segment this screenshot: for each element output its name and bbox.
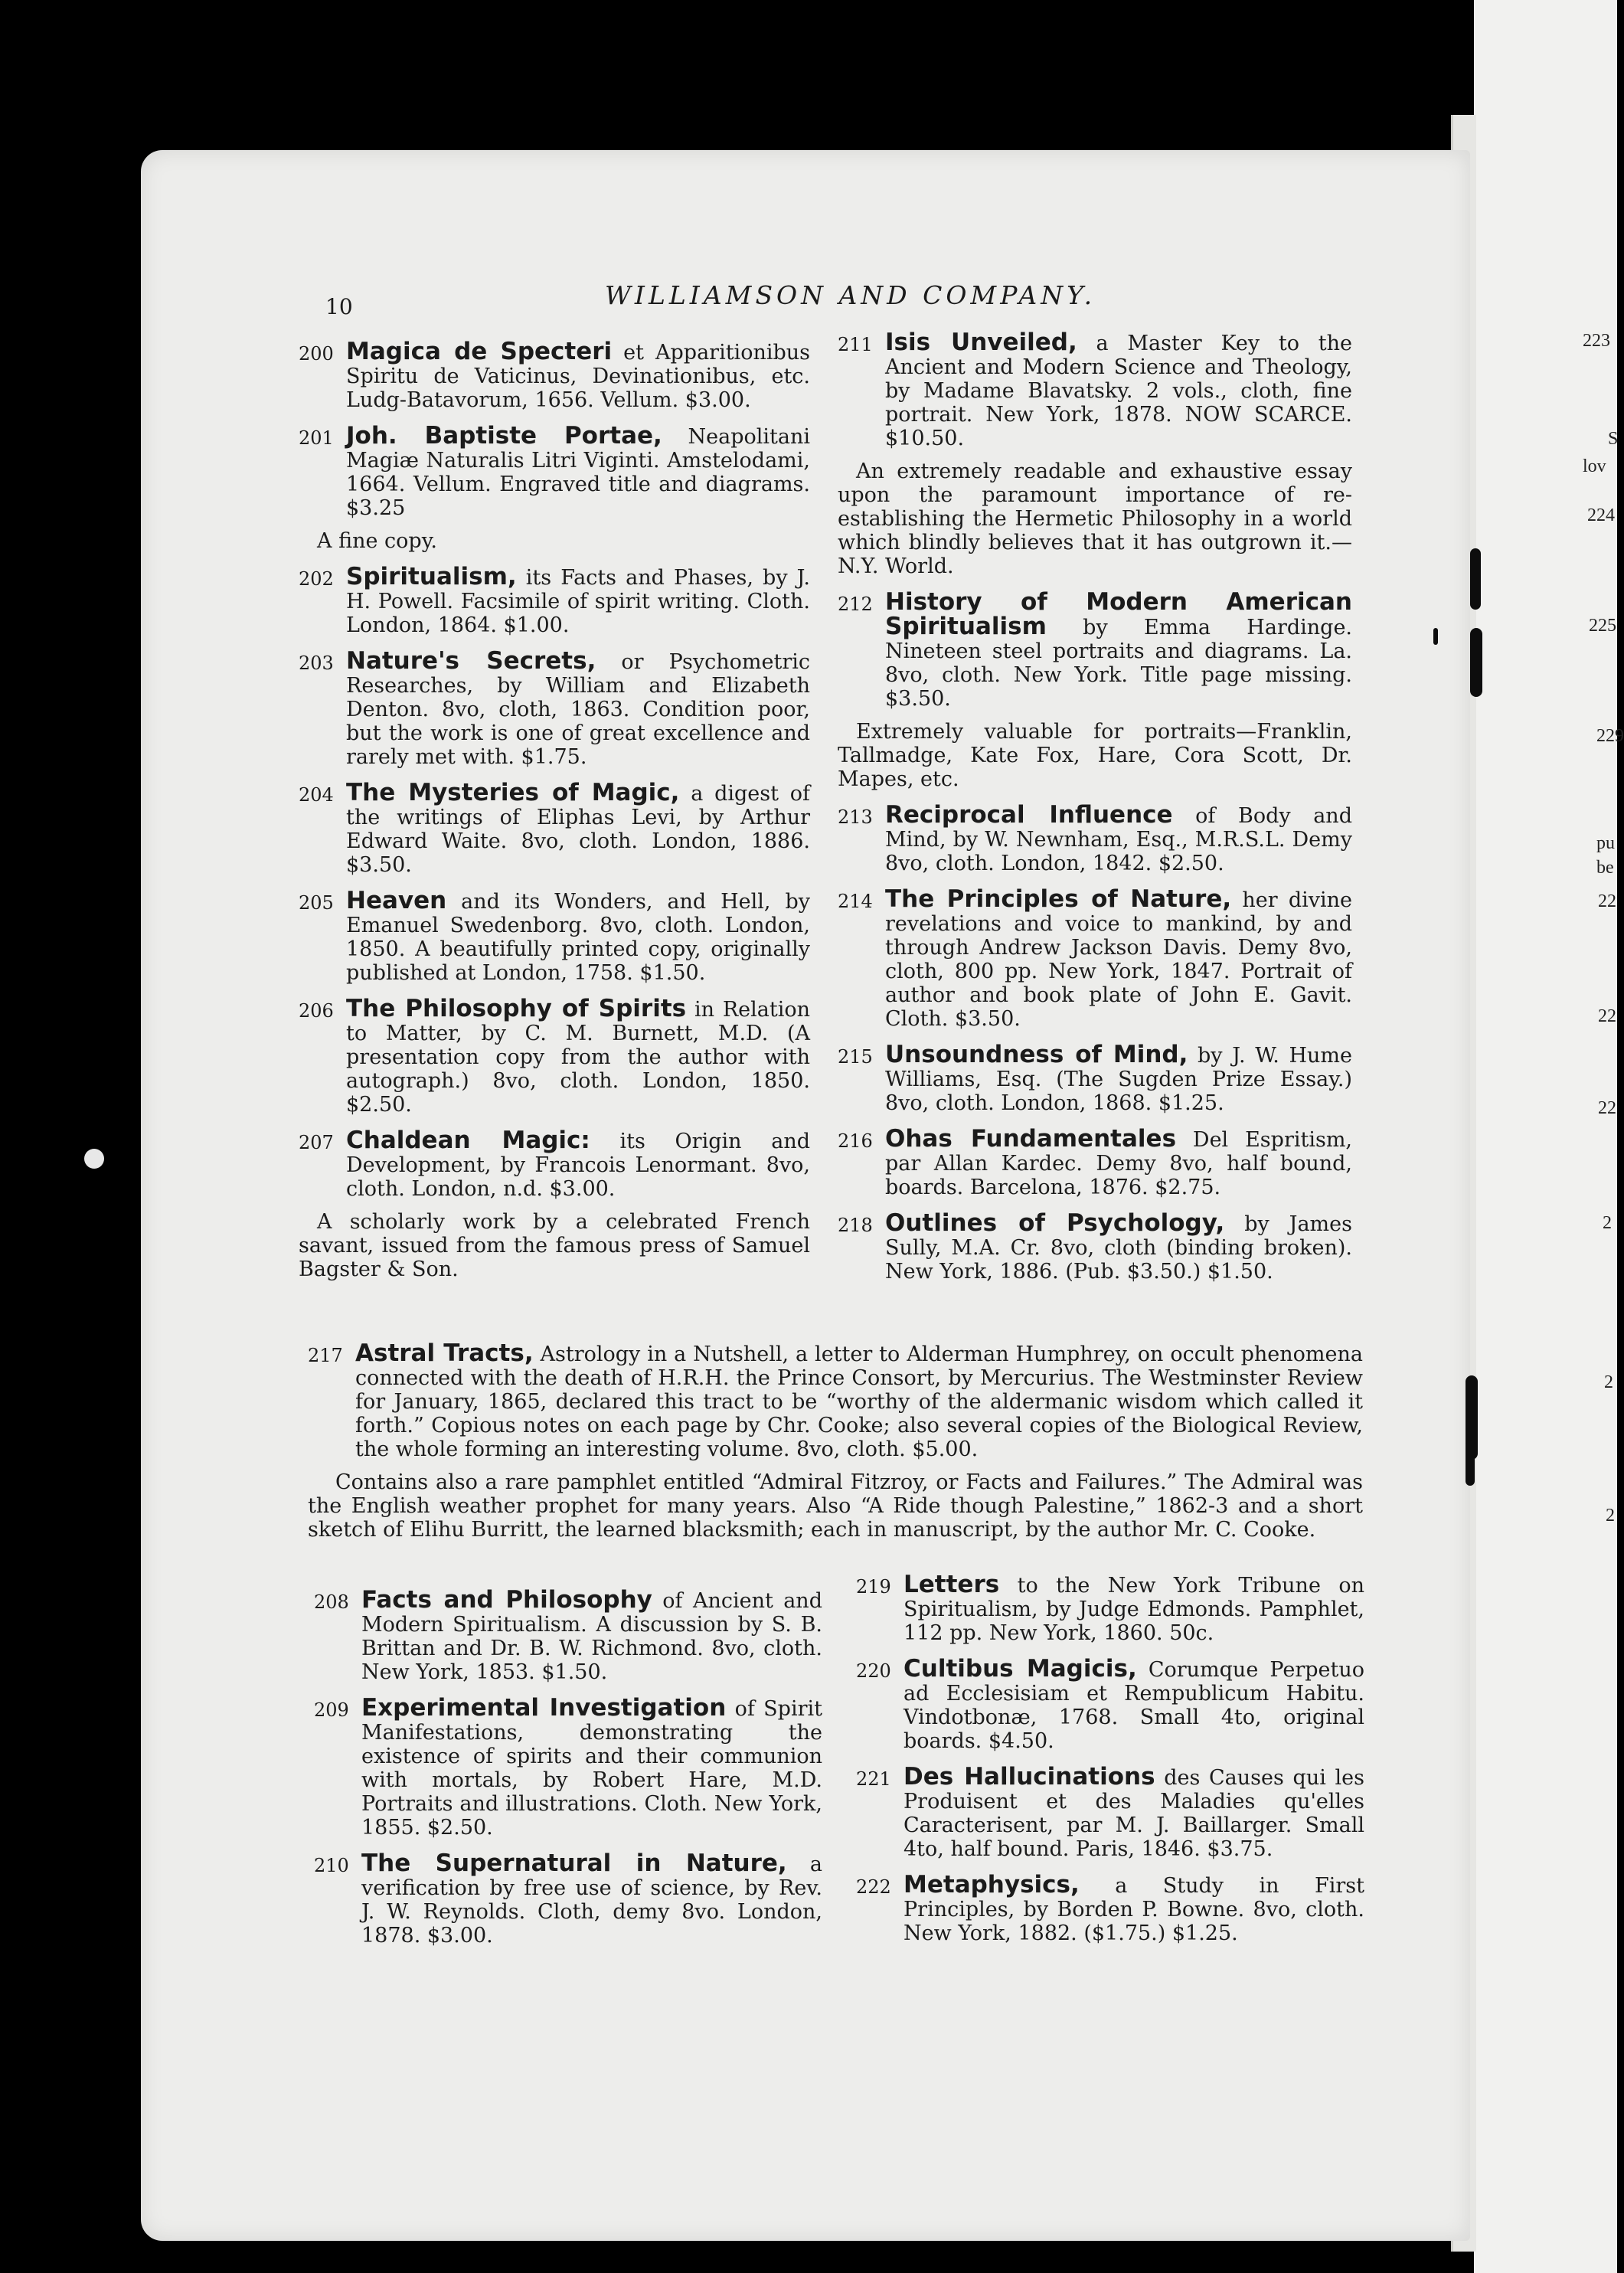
entry-title: History of Modern American Spiritualism bbox=[885, 588, 1352, 640]
entry-description: to the New York Tribune on Spiritualism, by Judge Edmonds. Pamphlet, 112 pp. New York, 1860. 50c. bbox=[903, 1574, 1364, 1645]
entry-number: 209 bbox=[314, 1699, 349, 1721]
entry-number: 220 bbox=[856, 1660, 891, 1682]
catalog-entry bbox=[314, 1696, 822, 1840]
entry-number: 213 bbox=[838, 806, 873, 828]
facing-page bbox=[1474, 0, 1624, 2273]
catalog-entry bbox=[299, 997, 810, 1117]
entry-title: Letters bbox=[903, 1571, 1000, 1598]
catalog-entry bbox=[838, 885, 1352, 1031]
entry-description: her divine revelations and voice to mankind, by and through Andrew Jackson Davis. Demy 8vo, cloth, 800 pp. New York, 1847. Portrait of author and book plate of John E. Gavit. Cloth. $3.50. bbox=[885, 888, 1352, 1031]
entry-number: 219 bbox=[856, 1576, 891, 1598]
entry-description: of Spirit Manifestations, demonstrating the existence of spirits and their communion with mortals, by Robert Hare, M.D. Portraits and illustrations. Cloth. New York, 1855. $2.50. bbox=[361, 1697, 822, 1840]
entry-title: Spiritualism, bbox=[346, 563, 517, 590]
entry-description: by Emma Hardinge. Nineteen steel portraits and diagrams. La. 8vo, cloth. New York. Title page missing. $3.50. bbox=[885, 616, 1352, 711]
entry-description: Corumque Perpetuo ad Ecclesisiam et Rempublicum Habitu. Vindotbonæ, 1768. Small 4to, original boards. $4.50. bbox=[903, 1658, 1364, 1753]
entry-description: a digest of the writings of Eliphas Levi, by Arthur Edward Waite. 8vo, cloth. London, 1886. $3.50. bbox=[346, 782, 810, 877]
catalog-entry bbox=[299, 565, 810, 637]
entry-title: The Philosophy of Spirits bbox=[346, 995, 687, 1022]
page-number: 10 bbox=[325, 294, 353, 319]
entry-description: et Apparitionibus Spiritu de Vaticinus, Devinationibus, etc. Ludg-Batavorum, 1656. Vellum. $3.00. bbox=[346, 341, 811, 412]
entry-note: Contains also a rare pamphlet entitled “Admiral Fitzroy, or Facts and Failures.” The Admiral was the English weather prophet for many years. Also “A Ride though Palestine,” 1862-3 and a short sketch of Elihu Burritt, the learned blacksmith; each in manuscript, by the author Mr. C. Cooke. bbox=[308, 1470, 1363, 1542]
entry-description: or Psychometric Researches, by William and Elizabeth Denton. 8vo, cloth, 1863. Condition poor, but the work is one of great excellence and rarely met with. $1.75. bbox=[346, 650, 810, 769]
entry-note: Extremely valuable for portraits—Franklin, Tallmadge, Kate Fox, Hare, Cora Scott, Dr. Mapes, etc. bbox=[838, 720, 1352, 791]
facing-fragment: S bbox=[1608, 429, 1619, 449]
entry-title: Nature's Secrets, bbox=[346, 647, 596, 675]
entry-title: Isis Unveiled, bbox=[885, 329, 1077, 356]
entry-number: 208 bbox=[314, 1591, 349, 1613]
entry-description: and its Wonders, and Hell, by Emanuel Swedenborg. 8vo, cloth. London, 1850. A beautifully printed copy, originally published at London, 1758. $1.50. bbox=[346, 890, 810, 985]
entry-title: Joh. Baptiste Portae, bbox=[346, 422, 662, 450]
right-column bbox=[838, 331, 1352, 1296]
left-column bbox=[299, 340, 810, 1293]
catalog-entry bbox=[308, 1339, 1363, 1461]
entry-number: 207 bbox=[299, 1132, 334, 1153]
entry-title: Magica de Specteri bbox=[346, 338, 613, 365]
catalog-entry bbox=[314, 1849, 823, 1948]
entry-description: Del Espritism, par Allan Kardec. Demy 8vo, half bound, boards. Barcelona, 1876. $2.75. bbox=[885, 1128, 1353, 1199]
catalog-entry bbox=[299, 649, 810, 769]
entry-number: 216 bbox=[838, 1130, 873, 1152]
entry-note: A fine copy. bbox=[317, 529, 437, 553]
catalog-entry bbox=[299, 424, 810, 520]
facing-fragment: be bbox=[1596, 858, 1614, 878]
catalog-entry bbox=[299, 1129, 810, 1201]
catalog-entry bbox=[838, 1043, 1352, 1115]
entry-description: by J. W. Hume Williams, Esq. (The Sugden Prize Essay.) 8vo, cloth. London, 1868. $1.25. bbox=[885, 1044, 1352, 1115]
gutter-mark bbox=[1470, 548, 1481, 610]
entry-title: Cultibus Magicis, bbox=[903, 1655, 1137, 1683]
entry-number: 205 bbox=[299, 892, 334, 914]
entry-number: 210 bbox=[314, 1855, 349, 1876]
gutter-mark bbox=[1433, 628, 1438, 645]
entry-number: 211 bbox=[838, 334, 873, 355]
catalog-entry bbox=[299, 781, 810, 877]
running-head: WILLIAMSON AND COMPANY. bbox=[605, 280, 1096, 310]
entry-note: A scholarly work by a celebrated French savant, issued from the famous press of Samuel Bagster & Son. bbox=[299, 1210, 810, 1281]
entry-description: in Relation to Matter, by C. M. Burnett, M.D. (A presentation copy from the author with autograph.) 8vo, cloth. London, 1850. $2.50. bbox=[346, 998, 810, 1117]
facing-fragment: 225 bbox=[1589, 616, 1616, 636]
entry-number: 217 bbox=[308, 1345, 343, 1366]
entry-description: Neapolitani Magiæ Naturalis Litri Viginti. Amstelodami, 1664. Vellum. Engraved title and diagrams. $3.25 bbox=[346, 425, 810, 520]
entry-description: des Causes qui les Produisent et des Maladies qu'elles Caracterisent, par M. J. Baillarger. Small 4to, half bound. Paris, 1846. $3.75. bbox=[903, 1766, 1364, 1861]
entry-number: 222 bbox=[856, 1876, 891, 1898]
catalog-entry bbox=[856, 1873, 1364, 1945]
right-column-lower bbox=[856, 1573, 1364, 1957]
catalog-entry bbox=[299, 889, 810, 985]
gutter-mark bbox=[1466, 1440, 1475, 1486]
entry-title: Chaldean Magic: bbox=[346, 1127, 590, 1154]
entry-note: An extremely readable and exhaustive essay upon the paramount importance of re-establishing the Hermetic Philosophy in a world which blindly believes that it has outgrown it.—N.Y. World. bbox=[838, 460, 1352, 578]
entry-number: 214 bbox=[838, 891, 873, 912]
catalog-entry bbox=[856, 1657, 1364, 1753]
entry-description: its Facts and Phases, by J. H. Powell. Facsimile of spirit writing. Cloth. London, 1864. $1.00. bbox=[346, 566, 810, 637]
entry-title: Unsoundness of Mind, bbox=[885, 1041, 1188, 1068]
entry-number: 218 bbox=[838, 1215, 873, 1236]
entry-title: Astral Tracts, bbox=[355, 1339, 534, 1367]
entry-title: The Principles of Nature, bbox=[885, 885, 1232, 913]
entry-number: 215 bbox=[838, 1046, 873, 1068]
entry-number: 204 bbox=[299, 784, 334, 806]
entry-number: 200 bbox=[299, 343, 334, 365]
facing-fragment: 2 bbox=[1603, 1213, 1612, 1233]
catalog-entry bbox=[838, 1209, 1352, 1284]
catalog-entry bbox=[838, 803, 1352, 875]
catalog-entry bbox=[299, 340, 810, 412]
left-column-lower bbox=[314, 1588, 822, 1960]
catalog-entry bbox=[314, 1588, 822, 1684]
binding-hole bbox=[84, 1149, 104, 1169]
entry-title: Experimental Investigation bbox=[361, 1694, 727, 1722]
entry-number: 206 bbox=[299, 1000, 334, 1022]
entry-title: Metaphysics, bbox=[903, 1871, 1080, 1899]
catalog-entry bbox=[838, 590, 1352, 711]
facing-fragment: 22 bbox=[1598, 1098, 1616, 1118]
entry-description: of Ancient and Modern Spiritualism. A discussion by S. B. Brittan and Dr. B. W. Richmond. 8vo, cloth. New York, 1853. $1.50. bbox=[361, 1589, 822, 1684]
entry-title: The Supernatural in Nature, bbox=[361, 1849, 787, 1877]
facing-fragment: 22 bbox=[1598, 1006, 1616, 1026]
entry-title: The Mysteries of Magic, bbox=[346, 779, 680, 806]
facing-fragment: pu bbox=[1596, 833, 1615, 853]
facing-fragment: 224 bbox=[1587, 505, 1615, 525]
entry-title: Outlines of Psychology, bbox=[885, 1209, 1225, 1237]
catalog-entry bbox=[838, 331, 1352, 450]
catalog-entry bbox=[856, 1765, 1364, 1861]
entry-description: a Study in First Principles, by Borden P. Bowne. 8vo, cloth. New York, 1882. ($1.75.) $1.25. bbox=[903, 1874, 1364, 1945]
entry-title: Heaven bbox=[346, 887, 447, 914]
entry-description: a verification by free use of science, by Rev. J. W. Reynolds. Cloth, demy 8vo. London, 1878. $3.00. bbox=[361, 1853, 823, 1948]
entry-description: a Master Key to the Ancient and Modern Science and Theology, by Madame Blavatsky. 2 vols., cloth, fine portrait. New York, 1878. NOW SCARCE. $10.50. bbox=[885, 332, 1352, 450]
entry-number: 212 bbox=[838, 594, 873, 615]
facing-fragment: 2 bbox=[1604, 1372, 1613, 1392]
facing-fragment: 229 bbox=[1596, 726, 1624, 746]
facing-fragment: 2 bbox=[1606, 1506, 1615, 1526]
entry-description: Astrology in a Nutshell, a letter to Alderman Humphrey, on occult phenomena connected with the death of H.R.H. the Prince Consort, by Mercurius. The Westminster Review for January, 1865, declared this tract to be “worthy of the aldermanic wisdom which called it forth.” Copious notes on each page by Chr. Cooke; also several copies of the Biological Review, the whole forming an interesting volume. 8vo, cloth. $5.00. bbox=[355, 1343, 1363, 1461]
gutter-mark bbox=[1470, 628, 1482, 697]
entry-title: Facts and Philosophy bbox=[361, 1586, 652, 1614]
catalog-entry bbox=[838, 1127, 1352, 1199]
facing-fragment: 223 bbox=[1583, 331, 1610, 351]
entry-description: of Body and Mind, by W. Newnham, Esq., M.R.S.L. Demy 8vo, cloth. London, 1842. $2.50. bbox=[885, 804, 1352, 875]
facing-fragment: lov bbox=[1583, 456, 1606, 476]
entry-number: 201 bbox=[299, 427, 334, 449]
wide-entry-block bbox=[308, 1339, 1363, 1554]
entry-number: 203 bbox=[299, 652, 334, 674]
entry-title: Ohas Fundamentales bbox=[885, 1125, 1177, 1153]
entry-title: Reciprocal Influence bbox=[885, 801, 1173, 829]
entry-description: by James Sully, M.A. Cr. 8vo, cloth (binding broken). New York, 1886. (Pub. $3.50.) $1.50. bbox=[885, 1212, 1352, 1284]
entry-title: Des Hallucinations bbox=[903, 1763, 1155, 1791]
facing-fragment: 22 bbox=[1598, 891, 1616, 911]
entry-number: 202 bbox=[299, 568, 334, 590]
entry-number: 221 bbox=[856, 1768, 891, 1790]
catalog-entry bbox=[856, 1573, 1364, 1645]
entry-description: its Origin and Development, by Francois Lenormant. 8vo, cloth. London, n.d. $3.00. bbox=[346, 1130, 810, 1201]
